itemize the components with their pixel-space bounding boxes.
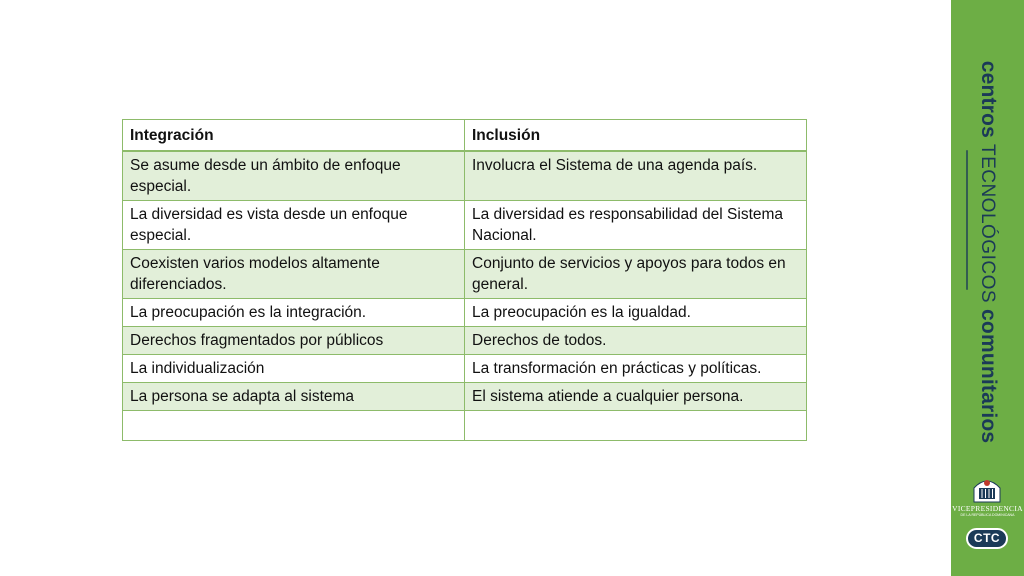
table-cell: El sistema atiende a cualquier persona.	[465, 383, 807, 411]
header-integracion: Integración	[123, 120, 465, 152]
table-cell: Derechos fragmentados por públicos	[123, 327, 465, 355]
table-row	[123, 201, 807, 250]
brand-divider-line	[966, 150, 968, 290]
vicepresidencia-sublabel: DE LA REPÚBLICA DOMINICANA	[960, 513, 1015, 517]
table-cell: La transformación en prácticas y políticas.	[465, 355, 807, 383]
table-cell: Conjunto de servicios y apoyos para todos en general.	[465, 250, 807, 299]
table-cell: Derechos de todos.	[465, 327, 807, 355]
header-inclusion: Inclusión	[465, 120, 807, 152]
table-row	[123, 327, 807, 355]
table-cell	[465, 411, 807, 441]
table-cell: La preocupación es la integración.	[123, 299, 465, 327]
table-row	[123, 383, 807, 411]
table-row	[123, 250, 807, 299]
ctc-logo: CTC	[966, 528, 1008, 549]
brand-word-tecnologicos: TECNOLÓGICOS	[977, 143, 998, 304]
table-cell: La diversidad es responsabilidad del Sistema Nacional.	[465, 201, 807, 250]
table-cell: La persona se adapta al sistema	[123, 383, 465, 411]
vicepresidencia-crest-icon	[970, 476, 1004, 504]
table-cell: La individualización	[123, 355, 465, 383]
brand-word-comunitarios: comunitarios	[977, 309, 1000, 444]
vicepresidencia-label: VICEPRESIDENCIA	[952, 504, 1023, 513]
table-row	[123, 355, 807, 383]
brand-wordmark	[976, 61, 1000, 444]
table-cell: Coexisten varios modelos altamente diferenciados.	[123, 250, 465, 299]
table-cell: La diversidad es vista desde un enfoque especial.	[123, 201, 465, 250]
table-cell	[123, 411, 465, 441]
brand-word-centros: centros	[977, 60, 1000, 138]
table-row-empty	[123, 411, 807, 441]
table-cell: Se asume desde un ámbito de enfoque especial.	[123, 151, 465, 201]
table-header-row	[123, 120, 807, 152]
table-cell: Involucra el Sistema de una agenda país.	[465, 151, 807, 201]
table-row	[123, 151, 807, 201]
comparison-table	[122, 119, 807, 441]
table-row	[123, 299, 807, 327]
table-cell: La preocupación es la igualdad.	[465, 299, 807, 327]
